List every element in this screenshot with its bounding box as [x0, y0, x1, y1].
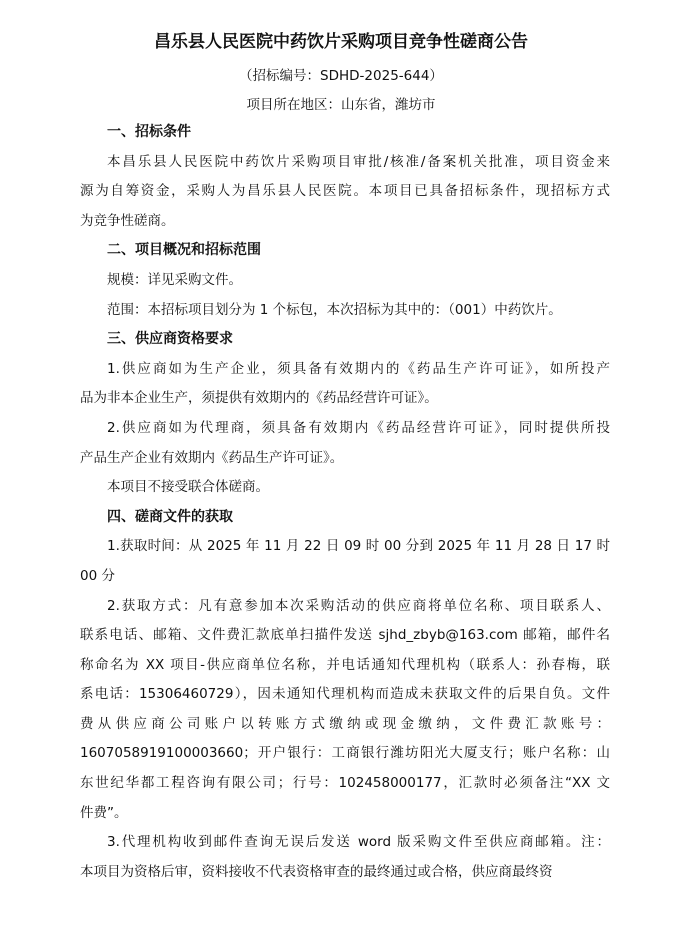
paragraph-line: 产品生产企业有效期内《药品生产许可证》。	[80, 449, 344, 466]
paragraph	[80, 592, 610, 829]
paragraph	[80, 355, 610, 414]
paragraph-line: 东世纪华都工程咨询有限公司；行号：102458000177，汇款时必须备注“XX 文	[80, 775, 610, 792]
paragraph-line: 费从供应商公司账户以转账方式缴纳或现金缴纳，文件费汇款账号：	[80, 715, 610, 732]
paragraph-line: 3.代理机构收到邮件查询无误后发送 word 版采购文件至供应商邮箱。注：	[107, 834, 610, 851]
paragraph-line: 为竞争性磋商。	[80, 212, 175, 229]
paragraph-line: 系电话：15306460729），因未通知代理机构而造成未获取文件的后果自负。文件	[80, 686, 610, 703]
paragraph	[80, 473, 610, 503]
paragraph-line: 00 分	[80, 567, 115, 584]
project-region: 项目所在地区：山东省，潍坊市	[246, 97, 436, 113]
paragraph-line: 2.供应商如为代理商，须具备有效期内《药品经营许可证》，同时提供所投	[107, 419, 610, 436]
page-title: 昌乐县人民医院中药饮片采购项目竞争性磋商公告	[154, 32, 528, 52]
paragraph-line: 联系电话、邮箱、文件费汇款底单扫描件发送 sjhd_zbyb@163.com 邮箱，邮件名	[80, 627, 610, 644]
paragraph	[80, 148, 610, 237]
paragraph-line: 本昌乐县人民医院中药饮片采购项目审批/核准/备案机关批准，项目资金来	[107, 153, 610, 170]
paragraph	[80, 828, 610, 887]
paragraph-line: 1.供应商如为生产企业，须具备有效期内的《药品生产许可证》，如所投产	[107, 360, 610, 377]
paragraph	[80, 296, 610, 326]
paragraph-line: 规模：详见采购文件。	[107, 271, 242, 288]
paragraph-line: 2.获取方式：凡有意参加本次采购活动的供应商将单位名称、项目联系人、	[107, 597, 610, 614]
paragraph-line: 称命名为 XX 项目-供应商单位名称，并电话通知代理机构（联系人：孙春梅，联	[80, 656, 610, 673]
paragraph-line: 1607058919100003660；开户银行：工商银行潍坊阳光大厦支行；账户名称：山	[80, 745, 610, 762]
section-heading: 一、招标条件	[107, 124, 191, 140]
paragraph-line: 范围：本招标项目划分为 1 个标包，本次招标为其中的：（001）中药饮片。	[107, 301, 562, 318]
section-heading: 三、供应商资格要求	[107, 331, 233, 348]
section-heading: 四、磋商文件的获取	[107, 508, 233, 525]
section-heading: 二、项目概况和招标范围	[107, 242, 261, 259]
paragraph-line: 源为自筹资金，采购人为昌乐县人民医院。本项目已具备招标条件，现招标方式	[80, 183, 610, 200]
paragraph	[80, 532, 610, 591]
paragraph-line: 本项目为资格后审，资料接收不代表资格审查的最终通过或合格，供应商最终资	[80, 863, 553, 880]
paragraph-line: 本项目不接受联合体磋商。	[107, 479, 269, 496]
paragraph	[80, 266, 610, 296]
document-body	[80, 118, 610, 887]
paragraph-line: 件费”。	[80, 804, 128, 821]
paragraph	[80, 414, 610, 473]
bid-number: （招标编号：SDHD-2025-644）	[239, 68, 443, 84]
paragraph-line: 品为非本企业生产，须提供有效期内的《药品经营许可证》。	[80, 390, 438, 407]
paragraph-line: 1.获取时间：从 2025 年 11 月 22 日 09 时 00 分到 2025 年 11 月 28 日 17 时	[107, 538, 610, 555]
